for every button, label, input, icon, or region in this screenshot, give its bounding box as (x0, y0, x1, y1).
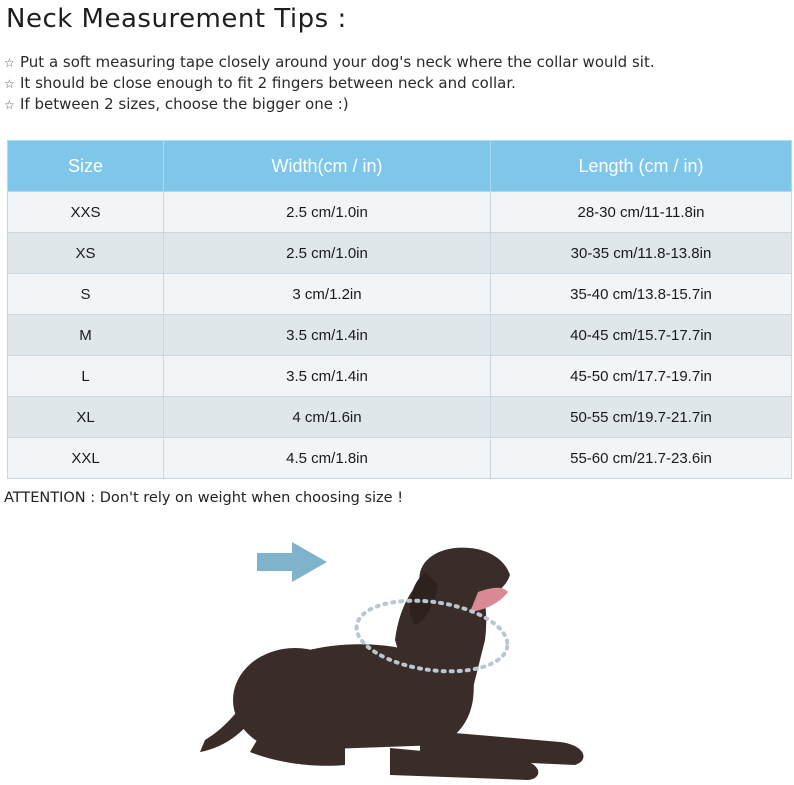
tip-item (4, 52, 655, 73)
dog-lying-icon (200, 548, 583, 780)
tip-item (4, 73, 655, 94)
length-cell: 45-50 cm/17.7-19.7in (491, 356, 792, 397)
attention-note: ATTENTION : Don't rely on weight when choosing size ! (4, 490, 404, 506)
table-row (8, 438, 792, 479)
width-cell: 4.5 cm/1.8in (164, 438, 491, 479)
size-table (7, 140, 792, 479)
table-header-row (8, 141, 792, 192)
table-row (8, 397, 792, 438)
size-cell: XL (8, 397, 164, 438)
page-title: Neck Measurement Tips : (6, 4, 347, 34)
width-cell: 2.5 cm/1.0in (164, 233, 491, 274)
table-row (8, 233, 792, 274)
width-cell: 3.5 cm/1.4in (164, 315, 491, 356)
tip-item (4, 94, 655, 115)
size-cell: S (8, 274, 164, 315)
width-cell: 2.5 cm/1.0in (164, 192, 491, 233)
size-cell: XXL (8, 438, 164, 479)
width-cell: 4 cm/1.6in (164, 397, 491, 438)
size-cell: XXS (8, 192, 164, 233)
width-cell: 3.5 cm/1.4in (164, 356, 491, 397)
length-cell: 30-35 cm/11.8-13.8in (491, 233, 792, 274)
star-outline-icon: ☆ (4, 56, 15, 70)
length-cell: 55-60 cm/21.7-23.6in (491, 438, 792, 479)
length-cell: 50-55 cm/19.7-21.7in (491, 397, 792, 438)
table-row (8, 274, 792, 315)
star-outline-icon: ☆ (4, 98, 15, 112)
length-cell: 28-30 cm/11-11.8in (491, 192, 792, 233)
header-size: Size (8, 141, 164, 192)
star-outline-icon: ☆ (4, 77, 15, 91)
tip-text: If between 2 sizes, choose the bigger one :) (20, 95, 349, 113)
size-cell: XS (8, 233, 164, 274)
width-cell: 3 cm/1.2in (164, 274, 491, 315)
arrow-right-icon (257, 542, 327, 582)
tip-text: It should be close enough to fit 2 fingers between neck and collar. (20, 74, 516, 92)
table-row (8, 192, 792, 233)
length-cell: 35-40 cm/13.8-15.7in (491, 274, 792, 315)
size-cell: M (8, 315, 164, 356)
size-cell: L (8, 356, 164, 397)
length-cell: 40-45 cm/15.7-17.7in (491, 315, 792, 356)
header-width: Width(cm / in) (164, 141, 491, 192)
table-row (8, 315, 792, 356)
dog-illustration (0, 520, 794, 785)
tip-text: Put a soft measuring tape closely around your dog's neck where the collar would sit. (20, 53, 655, 71)
table-row (8, 356, 792, 397)
tips-list (4, 52, 655, 115)
header-length: Length (cm / in) (491, 141, 792, 192)
